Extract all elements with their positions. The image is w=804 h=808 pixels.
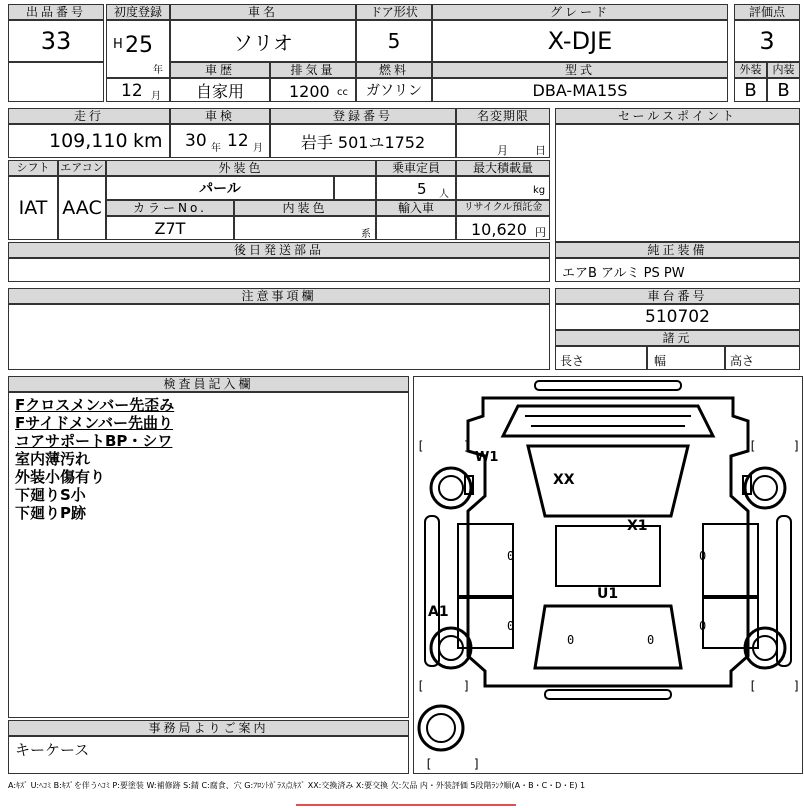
damage-mark-xx: XX bbox=[553, 472, 575, 488]
svg-text:[: [ bbox=[417, 679, 425, 693]
car-outline-svg bbox=[413, 376, 803, 774]
svg-text:[: [ bbox=[425, 757, 433, 771]
score-value: 3 bbox=[734, 20, 800, 62]
lot-no-blank bbox=[8, 62, 104, 102]
svg-text:0: 0 bbox=[699, 549, 707, 563]
name-change-value bbox=[456, 124, 550, 158]
lot-no-value: 33 bbox=[8, 20, 104, 62]
chassis-value: 510702 bbox=[555, 304, 800, 330]
damage-mark-x1: X1 bbox=[627, 518, 648, 534]
spec-length: 長さ bbox=[555, 346, 647, 370]
inspector-note: コアサポートBP・シワ bbox=[15, 432, 173, 450]
lot-no-header: 出品番号 bbox=[8, 4, 104, 20]
name-change-day: 日 bbox=[535, 144, 546, 157]
first-reg-month bbox=[106, 78, 170, 102]
inspector-note: 下廻りP跡 bbox=[15, 504, 86, 522]
svg-text:0: 0 bbox=[567, 633, 575, 647]
score-header: 評価点 bbox=[734, 4, 800, 20]
inspection-value bbox=[170, 124, 270, 158]
inspection-header: 車検 bbox=[170, 108, 270, 124]
later-parts-box bbox=[8, 258, 550, 282]
reg-year: 25 bbox=[125, 33, 153, 58]
shift-value: IAT bbox=[8, 176, 58, 240]
svg-text:0: 0 bbox=[699, 619, 707, 633]
specs-header: 諸元 bbox=[555, 330, 800, 346]
office-box bbox=[8, 736, 409, 774]
capacity-header: 乗車定員 bbox=[376, 160, 456, 176]
inspection-month: 12 bbox=[227, 131, 249, 151]
inspector-note: Fクロスメンバー先歪み bbox=[15, 396, 175, 414]
interior-header: 内装 bbox=[767, 62, 800, 78]
inspector-header: 検査員記入欄 bbox=[8, 376, 409, 392]
inspector-notes-list bbox=[15, 396, 174, 522]
inspection-year: 30 bbox=[185, 131, 207, 151]
displacement-header: 排気量 bbox=[270, 62, 356, 78]
recycle-value bbox=[456, 216, 550, 240]
shift-header: シフト bbox=[8, 160, 58, 176]
import-header: 輸入車 bbox=[376, 200, 456, 216]
inspector-box bbox=[8, 392, 409, 718]
interior-color-header: 内装色 bbox=[234, 200, 376, 216]
spec-height: 高さ bbox=[725, 346, 800, 370]
model-value: DBA-MA15S bbox=[432, 78, 728, 102]
recycle-header: リサイクル預託金 bbox=[456, 200, 550, 216]
grade-value: X-DJE bbox=[432, 20, 728, 62]
car-damage-diagram bbox=[413, 376, 803, 774]
interior-color-value bbox=[234, 216, 376, 240]
svg-text:]: ] bbox=[793, 679, 801, 693]
caution-header: 注意事項欄 bbox=[8, 288, 550, 304]
name-change-month: 月 bbox=[497, 144, 508, 157]
displacement-number: 1200 bbox=[289, 82, 330, 101]
svg-text:0: 0 bbox=[507, 549, 515, 563]
mileage-number: 109,110 bbox=[49, 130, 128, 152]
aircon-value: AAC bbox=[58, 176, 106, 240]
reg-number-value: 岩手 501ユ1752 bbox=[270, 124, 456, 158]
recycle-unit: 円 bbox=[535, 226, 546, 239]
name-change-header: 名変期限 bbox=[456, 108, 550, 124]
genuine-equipment-value: エアB アルミ PS PW bbox=[555, 258, 800, 282]
exterior-grade: B bbox=[734, 78, 767, 102]
max-load-value bbox=[456, 176, 550, 200]
inspector-note: 外装小傷有り bbox=[15, 468, 106, 486]
office-note: キーケース bbox=[15, 741, 90, 759]
svg-text:[: [ bbox=[749, 679, 757, 693]
genuine-equipment-header: 純正装備 bbox=[555, 242, 800, 258]
inspector-note: 室内薄汚れ bbox=[15, 450, 91, 468]
body-color-header: 外装色 bbox=[106, 160, 376, 176]
year-unit: 年 bbox=[153, 65, 163, 76]
svg-text:]: ] bbox=[473, 757, 481, 771]
history-header: 車歴 bbox=[170, 62, 270, 78]
svg-text:0: 0 bbox=[647, 633, 655, 647]
legend-text: A:ｷｽﾞ U:ﾍｺﾐ B:ｷｽﾞを伴うﾍｺﾐ P:要塗装 W:補修跡 S:錆 C:腐食、穴 G:ﾌﾛﾝﾄｶﾞﾗｽ点ｷｽﾞ XX:交換済み X:要交換 欠:欠品 内・外装評価 5段階ﾗﾝｸ順(A・B・C・D・E) 1 bbox=[8, 781, 586, 790]
svg-text:0: 0 bbox=[507, 619, 515, 633]
fuel-header: 燃料 bbox=[356, 62, 432, 78]
first-reg-year bbox=[106, 20, 170, 78]
svg-text:]: ] bbox=[463, 679, 471, 693]
inspection-month-unit: 月 bbox=[253, 143, 263, 154]
first-reg-header: 初度登録 bbox=[106, 4, 170, 20]
inspector-note: 下廻りS小 bbox=[15, 486, 86, 504]
body-color-value: パール bbox=[106, 176, 334, 200]
inspection-year-unit: 年 bbox=[211, 143, 221, 154]
caution-box bbox=[8, 304, 550, 370]
reg-number-header: 登録番号 bbox=[270, 108, 456, 124]
import-value bbox=[376, 216, 456, 240]
interior-color-unit: 系 bbox=[361, 229, 371, 240]
model-header: 型式 bbox=[432, 62, 728, 78]
aircon-header: エアコン bbox=[58, 160, 106, 176]
svg-text:]: ] bbox=[793, 439, 801, 453]
damage-mark-w1: W1 bbox=[475, 450, 499, 465]
displacement-value bbox=[270, 78, 356, 102]
capacity-value bbox=[376, 176, 456, 200]
mileage-header: 走行 bbox=[8, 108, 170, 124]
max-load-header: 最大積載量 bbox=[456, 160, 550, 176]
svg-text:]: ] bbox=[463, 439, 471, 453]
body-color-extra bbox=[334, 176, 376, 200]
history-value: 自家用 bbox=[170, 78, 270, 102]
svg-text:[: [ bbox=[417, 439, 425, 453]
reg-month: 12 bbox=[121, 81, 143, 101]
recycle-number: 10,620 bbox=[471, 220, 527, 239]
color-no-header: カラーNo. bbox=[106, 200, 234, 216]
load-unit: kg bbox=[533, 185, 546, 196]
exterior-header: 外装 bbox=[734, 62, 767, 78]
mileage-unit: km bbox=[133, 130, 163, 152]
car-name-value: ソリオ bbox=[170, 20, 356, 62]
bottom-accent-line bbox=[296, 804, 516, 806]
svg-text:[: [ bbox=[749, 439, 757, 453]
damage-mark-u1: U1 bbox=[597, 586, 619, 602]
door-header: ドア形状 bbox=[356, 4, 432, 20]
later-parts-header: 後日発送部品 bbox=[8, 242, 550, 258]
office-header: 事務局よりご案内 bbox=[8, 720, 409, 736]
color-no-value: Z7T bbox=[106, 216, 234, 240]
era: H bbox=[113, 37, 123, 52]
grade-header: グレード bbox=[432, 4, 728, 20]
displacement-unit: cc bbox=[337, 87, 348, 98]
car-name-header: 車名 bbox=[170, 4, 356, 20]
spec-width: 幅 bbox=[647, 346, 725, 370]
sales-point-box bbox=[555, 124, 800, 242]
capacity-unit: 人 bbox=[439, 189, 449, 200]
inspector-note: Fサイドメンバー先曲り bbox=[15, 414, 173, 432]
chassis-header: 車台番号 bbox=[555, 288, 800, 304]
capacity-number: 5 bbox=[417, 180, 427, 198]
interior-grade: B bbox=[767, 78, 800, 102]
month-unit: 月 bbox=[151, 91, 161, 102]
damage-mark-a1: A1 bbox=[428, 604, 449, 620]
door-value: 5 bbox=[356, 20, 432, 62]
fuel-value: ガソリン bbox=[356, 78, 432, 102]
mileage-value bbox=[8, 124, 170, 158]
sales-point-header: セールスポイント bbox=[555, 108, 800, 124]
